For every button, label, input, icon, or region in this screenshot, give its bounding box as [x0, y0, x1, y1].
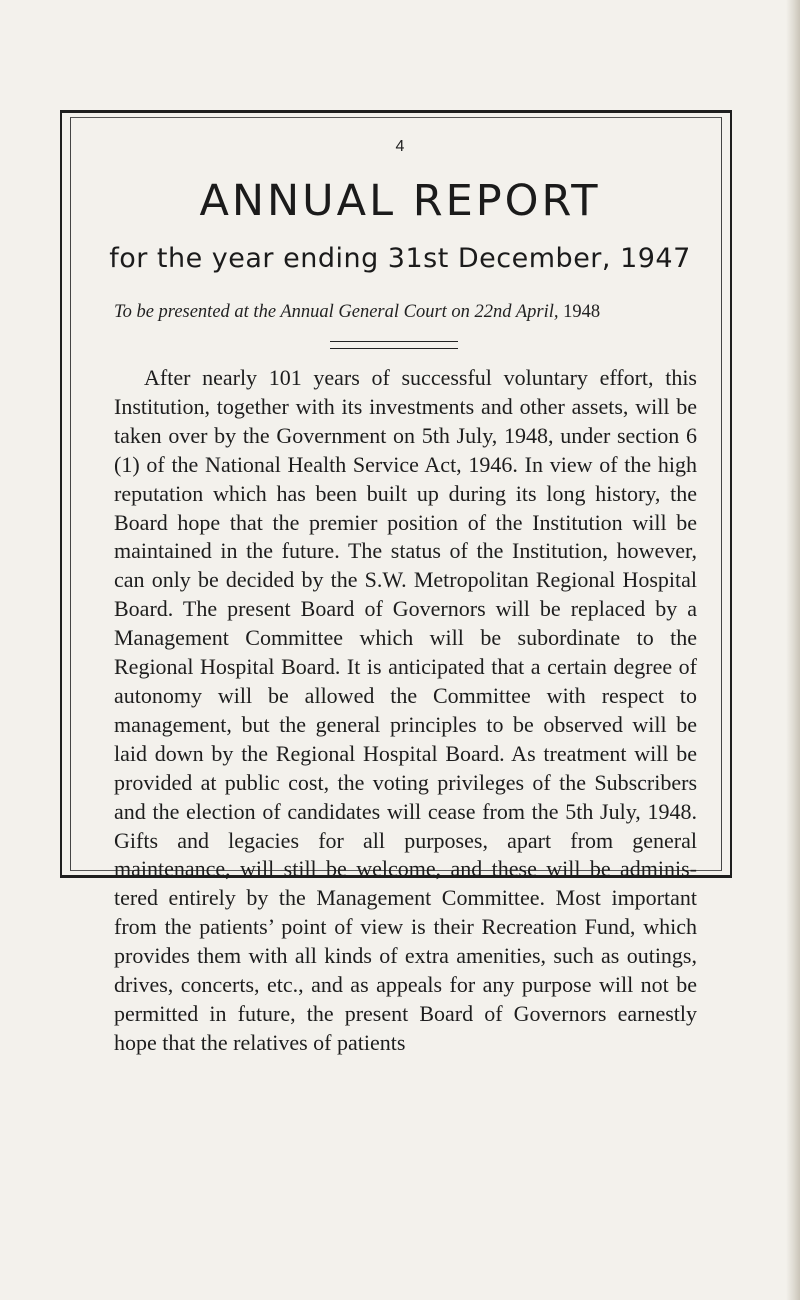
report-subtitle: for the year ending 31st December, 1947 [109, 243, 691, 274]
report-title: ANNUAL REPORT [199, 176, 601, 226]
body-paragraph: After nearly 101 years of successful voluntary effort, this Institution, together with its investments and other assets, will be taken over by the Government on 5th July, 1948, under section 6 (1) of the National Health Service Act, 1946. In view of the high reputation which has been built up during its long history, the Board hope that the premier position of the Institution will be maintained in the future. The status of the Institution, however, can only be decided by the S.W. Metropolitan Regional Hospital Board. The present Board of Governors will be replaced by a Management Committee which will be subordinate to the Regional Hospital Board. It is anticipated that a certain degree of autonomy will be allowed the Committee with respect to management, but the general principles to be observed will be laid down by the Regional Hospital Board. As treatment will be provided at public cost, the voting privileges of the Subscribers and the election of candidates will cease from the 5th July, 1948. Gifts and legacies for all purposes, apart from general maintenance, will still be welcome, and these will be administered entirely by the Management Committee. Most important from the patients’ point of view is their Recreation Fund, which provides them with all kinds of extra amenities, such as outings, drives, concerts, etc., and as appeals for any purpose will not be permitted in future, the present Board of Governors earnestly hope that the relatives of patients [114, 365, 697, 1055]
presentation-text: To be presented at the Annual General Court on 22nd April, [114, 302, 559, 322]
page-number: 4 [395, 138, 405, 155]
double-rule-divider [330, 341, 458, 349]
presentation-year: 1948 [563, 302, 601, 322]
presentation-line [114, 302, 714, 323]
